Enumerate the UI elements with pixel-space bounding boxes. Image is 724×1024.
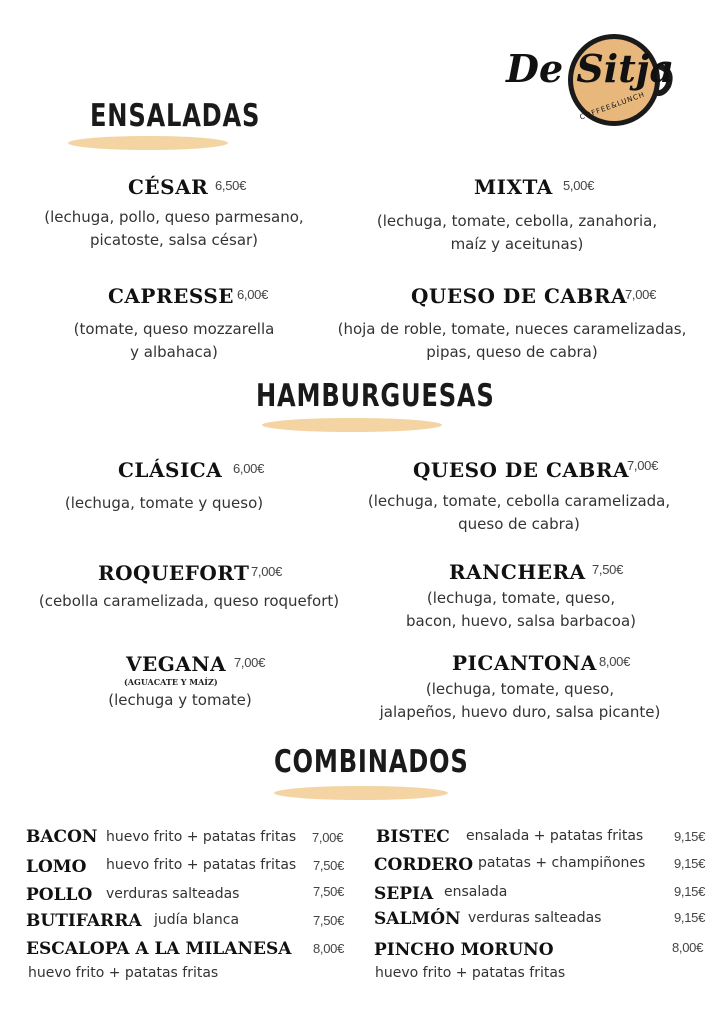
combo-desc: huevo frito + patatas fritas: [28, 965, 219, 981]
item-name: QUESO DE CABRA: [411, 284, 627, 308]
item-desc: (lechuga y tomate): [108, 691, 252, 709]
item-price: 7,50€: [592, 562, 624, 577]
combo-name: SALMÓN: [374, 909, 461, 929]
combo-price: 7,00€: [312, 830, 344, 845]
combo-desc: ensalada: [444, 884, 508, 900]
combo-name: ESCALOPA A LA MILANESA: [26, 939, 292, 959]
combo-desc: verduras salteadas: [106, 886, 240, 902]
item-name: ROQUEFORT: [98, 561, 250, 585]
item-desc: (lechuga, tomate, cebolla, zanahoria, maíz y aceitunas): [376, 212, 658, 253]
combo-price: 9,15€: [674, 884, 706, 899]
item-desc: (tomate, queso mozzarella y albahaca): [73, 320, 275, 361]
title-underline: [68, 136, 228, 150]
item-price: 7,00€: [625, 287, 657, 302]
combo-desc: huevo frito + patatas fritas: [375, 965, 566, 981]
item-desc: (hoja de roble, tomate, nueces caramelizadas, pipas, queso de cabra): [337, 320, 687, 361]
item-desc: (lechuga, tomate, queso, jalapeños, huevo duro, salsa picante): [379, 680, 661, 721]
item-desc: (lechuga, tomate, cebolla caramelizada, queso de cabra): [367, 492, 671, 533]
item-name: MIXTA: [474, 175, 553, 199]
combo-desc: verduras salteadas: [468, 910, 602, 926]
item-desc: (lechuga, tomate, queso, bacon, huevo, salsa barbacoa): [405, 589, 637, 630]
combo-price: 9,15€: [674, 829, 706, 844]
item-name: PICANTONA: [452, 651, 597, 675]
item-desc: (lechuga, tomate y queso): [64, 494, 264, 512]
item-name: CÉSAR: [128, 175, 209, 199]
item-price: 6,50€: [215, 178, 247, 193]
title-underline: [274, 786, 448, 800]
section-title-combinados: COMBINADOS: [274, 744, 469, 780]
combo-price: 7,50€: [313, 884, 345, 899]
item-desc: (lechuga, pollo, queso parmesano, picatoste, salsa césar): [44, 208, 304, 249]
item-price: 5,00€: [563, 178, 595, 193]
item-sub: (AGUACATE Y MAÍZ): [124, 677, 218, 687]
combo-desc: huevo frito + patatas fritas: [106, 829, 297, 845]
combo-desc: huevo frito + patatas fritas: [106, 857, 297, 873]
section-title-ensaladas: ENSALADAS: [90, 98, 261, 134]
combo-name: POLLO: [26, 885, 93, 905]
item-price: 7,00€: [251, 564, 283, 579]
combo-price: 8,00€: [313, 941, 345, 956]
combo-desc: patatas + champiñones: [478, 855, 646, 871]
logo: [500, 26, 680, 136]
logo-text: De Sitja: [506, 46, 675, 91]
combo-price: 7,50€: [313, 913, 345, 928]
combo-name: BISTEC: [376, 827, 450, 847]
item-name: CLÁSICA: [118, 458, 223, 482]
item-price: 8,00€: [599, 654, 631, 669]
combo-name: BACON: [26, 827, 98, 847]
item-price: 7,00€: [234, 655, 266, 670]
combo-name: BUTIFARRA: [26, 911, 142, 931]
combo-name: PINCHO MORUNO: [374, 940, 554, 960]
combo-name: SEPIA: [374, 884, 434, 904]
item-name: RANCHERA: [449, 560, 586, 584]
combo-price: 9,15€: [674, 910, 706, 925]
combo-name: LOMO: [26, 857, 87, 877]
logo-subtitle: COFFEE&LUNCH: [578, 90, 647, 122]
item-price: 7,00€: [627, 458, 659, 473]
section-title-hamburguesas: HAMBURGUESAS: [256, 378, 495, 414]
item-name: VEGANA: [126, 652, 227, 676]
combo-price: 7,50€: [313, 858, 345, 873]
combo-desc: ensalada + patatas fritas: [466, 828, 644, 844]
item-name: CAPRESSE: [108, 284, 235, 308]
title-underline: [262, 418, 442, 432]
combo-price: 9,15€: [674, 856, 706, 871]
item-price: 6,00€: [233, 461, 265, 476]
item-name: QUESO DE CABRA: [413, 458, 629, 482]
combo-name: CORDERO: [374, 855, 474, 875]
combo-price: 8,00€: [672, 940, 704, 955]
combo-desc: judía blanca: [154, 912, 240, 928]
item-price: 6,00€: [237, 287, 269, 302]
item-desc: (cebolla caramelizada, queso roquefort): [38, 592, 340, 610]
